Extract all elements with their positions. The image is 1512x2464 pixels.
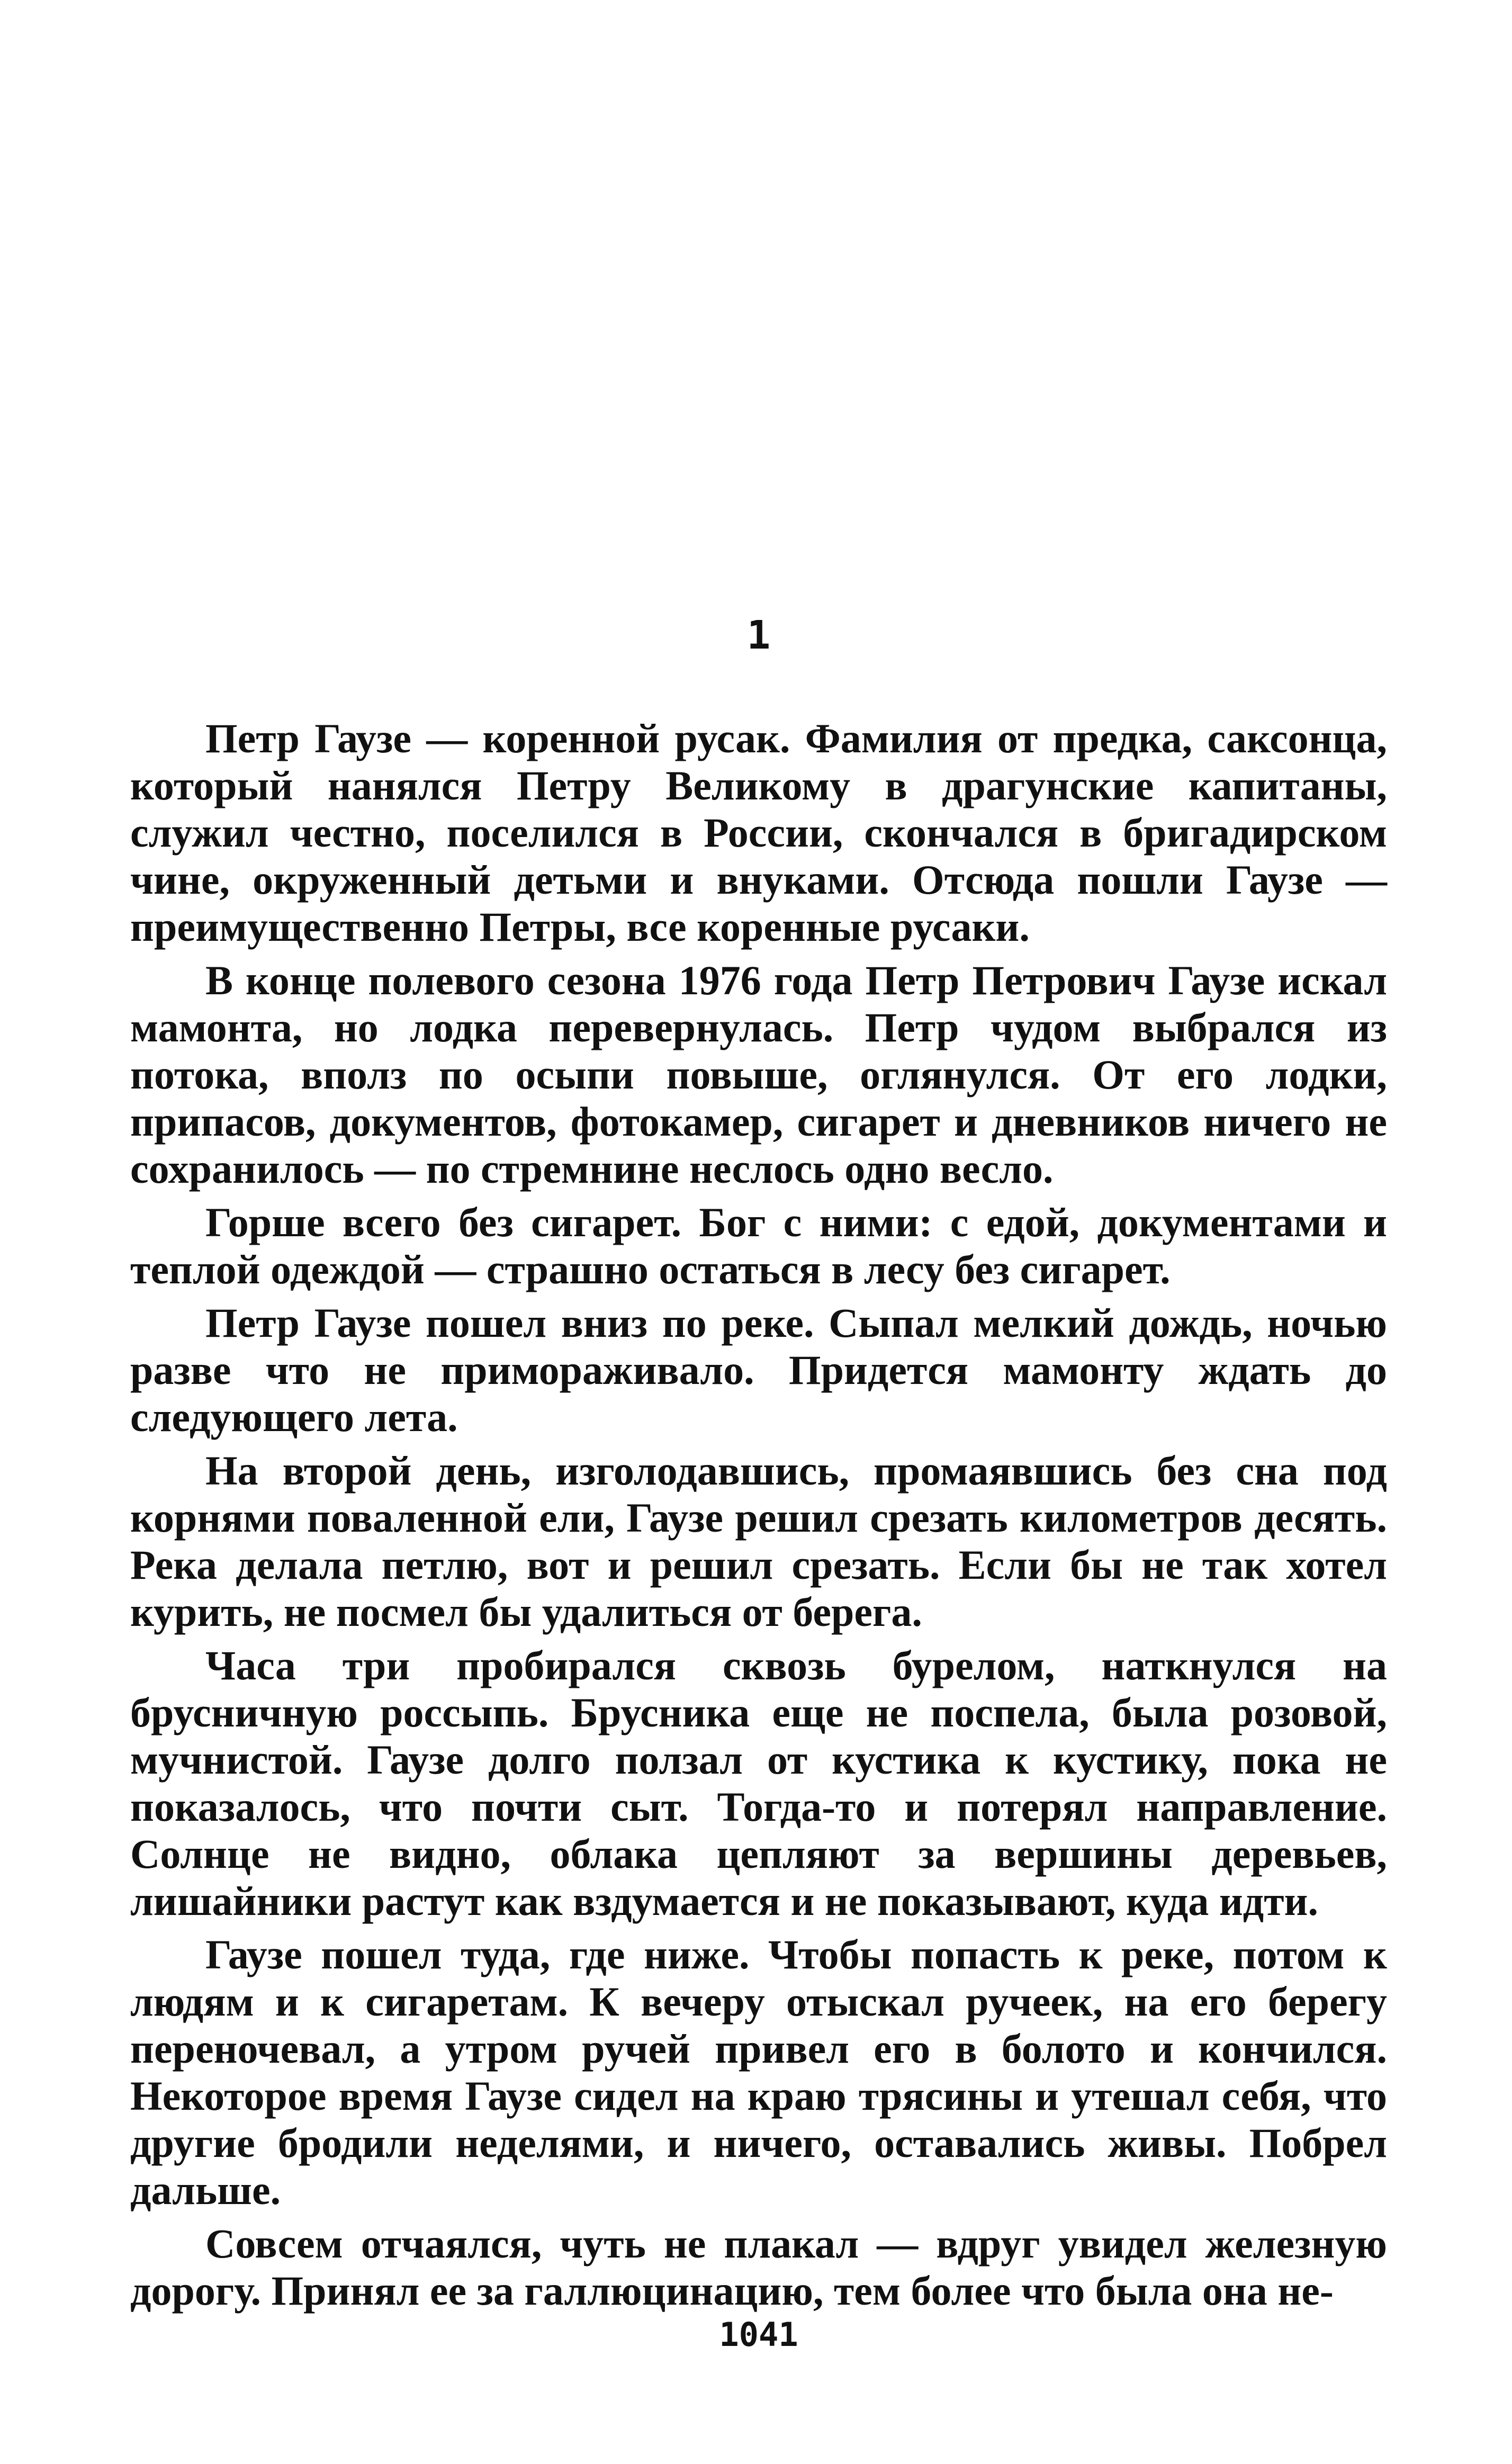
paragraph: Петр Гаузе — коренной русак. Фамилия от предка, саксонца, который нанялся Петру Великому в драгунские капитаны, служил честно, поселился в России, скончался в бригадирском чине, окруженный детьми и внуками. Отсюда пошли Гаузе — преимущественно Петры, все коренные русаки. xyxy=(130,715,1387,950)
paragraph: Петр Гаузе пошел вниз по реке. Сыпал мелкий дождь, ночью разве что не приморaживало. Придется мамонту ждать до следующего лета. xyxy=(130,1300,1387,1440)
text-body xyxy=(130,715,1387,2321)
chapter-number: 1 xyxy=(746,613,771,658)
paragraph: Гаузе пошел туда, где ниже. Чтобы попасть к реке, потом к людям и к сигаретам. К вечеру отыскал ручеек, на его берегу переночевал, а утром ручей привел его в болото и кончился. Некоторое время Гаузе сидел на краю трясины и утешал себя, что другие бродили неделями, и ничего, оставались живы. Побрел дальше. xyxy=(130,1931,1387,2213)
book-page xyxy=(130,0,1387,2464)
paragraph: Совсем отчаялся, чуть не плакал — вдруг увидел железную дорогу. Принял ее за галлюцинацию, тем более что была она не- xyxy=(130,2220,1387,2314)
paragraph: Часа три пробирался сквозь бурелом, наткнулся на брусничную россыпь. Брусника еще не поспела, была розовой, мучнистой. Гаузе долго ползал от кустика к кустику, пока не показалось, что почти сыт. Тогда-то и потерял направление. Солнце не видно, облака цепляют за вершины деревьев, лишайники растут как вздумается и не показывают, куда идти. xyxy=(130,1642,1387,1924)
paragraph: На второй день, изголодавшись, промаявшись без сна под корнями поваленной ели, Гаузе решил срезать километров десять. Река делала петлю, вот и решил срезать. Если бы не так хотел курить, не посмел бы удалиться от берега. xyxy=(130,1447,1387,1635)
paragraph: Горше всего без сигарет. Бог с ними: с едой, документами и теплой одеждой — страшно остаться в лесу без сигарет. xyxy=(130,1199,1387,1292)
paragraph: В конце полевого сезона 1976 года Петр Петрович Гаузе искал мамонта, но лодка перевернулась. Петр чудом выбрался из потока, вполз по осыпи повыше, оглянулся. От его лодки, припасов, документов, фотокамер, сигарет и дневников ничего не сохранилось — по стремнине неслось одно весло. xyxy=(130,957,1387,1192)
page-number: 1041 xyxy=(719,2315,798,2354)
